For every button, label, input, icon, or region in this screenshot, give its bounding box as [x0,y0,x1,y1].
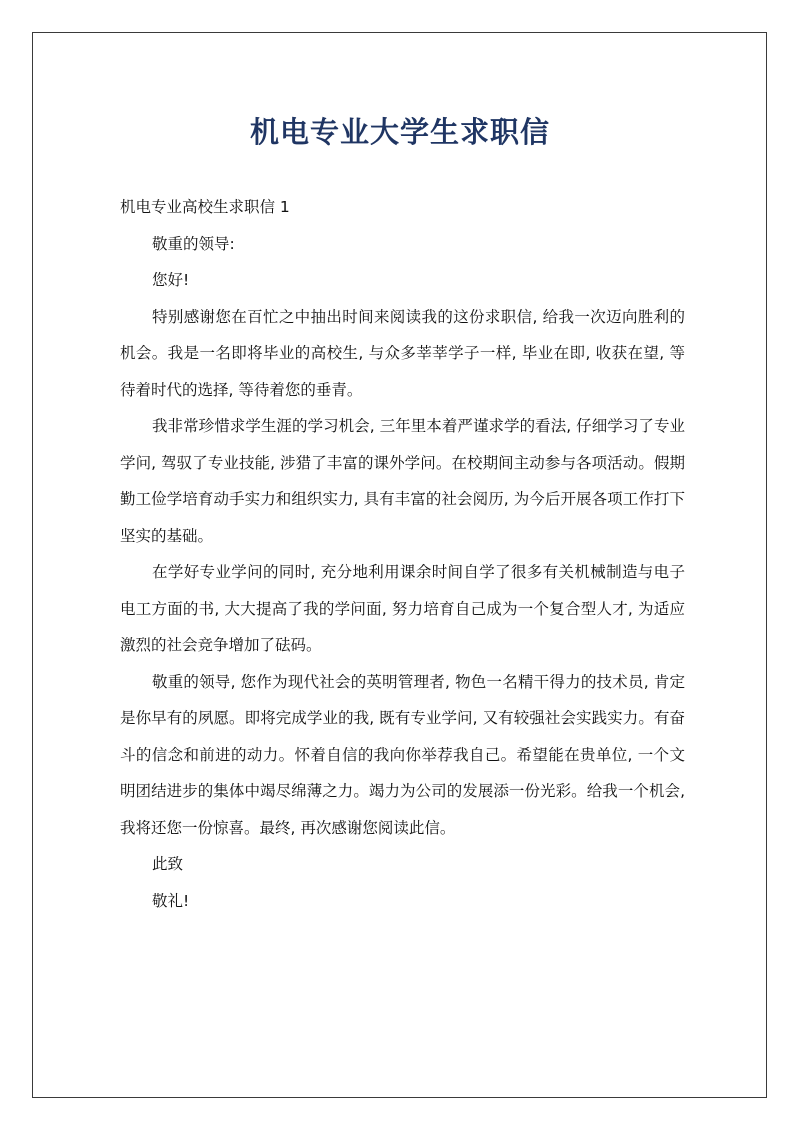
letter-greeting: 您好! [152,271,190,289]
letter-closing: 此致 [152,855,184,873]
letter-subtitle: 机电专业高校生求职信 1 [120,198,290,216]
letter-paragraph: 在学好专业学问的同时, 充分地利用课余时间自学了很多有关机械制造与电子电工方面的书, 大大提高了我的学问面, 努力培育自己成为一个复合型人才, 为适应激烈的社会竞争增加了砝码。 [120,563,685,654]
document-title: 机电专业大学生求职信 [249,115,550,149]
letter-salutation: 敬重的领导: [152,234,235,253]
letter-paragraph: 我非常珍惜求学生涯的学习机会, 三年里本着严谨求学的看法, 仔细学习了专业学问, 驾驭了专业技能, 涉猎了丰富的课外学问。在校期间主动参与各项活动。假期勤工俭学培育动手实力和组织实力, 具有丰富的社会阅历, 为今后开展各项工作打下坚实的基础。 [120,417,685,545]
letter-paragraph: 特别感谢您在百忙之中抽出时间来阅读我的这份求职信, 给我一次迈向胜利的机会。我是一名即将毕业的高校生, 与众多莘莘学子一样, 毕业在即, 收获在望, 等待着时代的选择, 等待着您的垂青。 [120,307,685,399]
letter-paragraph: 敬重的领导, 您作为现代社会的英明管理者, 物色一名精干得力的技术员, 肯定是你早有的夙愿。即将完成学业的我, 既有专业学问, 又有较强社会实践实力。有奋斗的信念和前进的动力。怀着自信的我向你举荐我自己。希望能在贵单位, 一个文明团结进步的集体中竭尽绵薄之力。竭力为公司的发展添一份光彩。给我一个机会, 我将还您一份惊喜。最终, 再次感谢您阅读此信。 [120,672,685,837]
letter-regards: 敬礼! [152,891,190,910]
letter-body [120,189,685,919]
